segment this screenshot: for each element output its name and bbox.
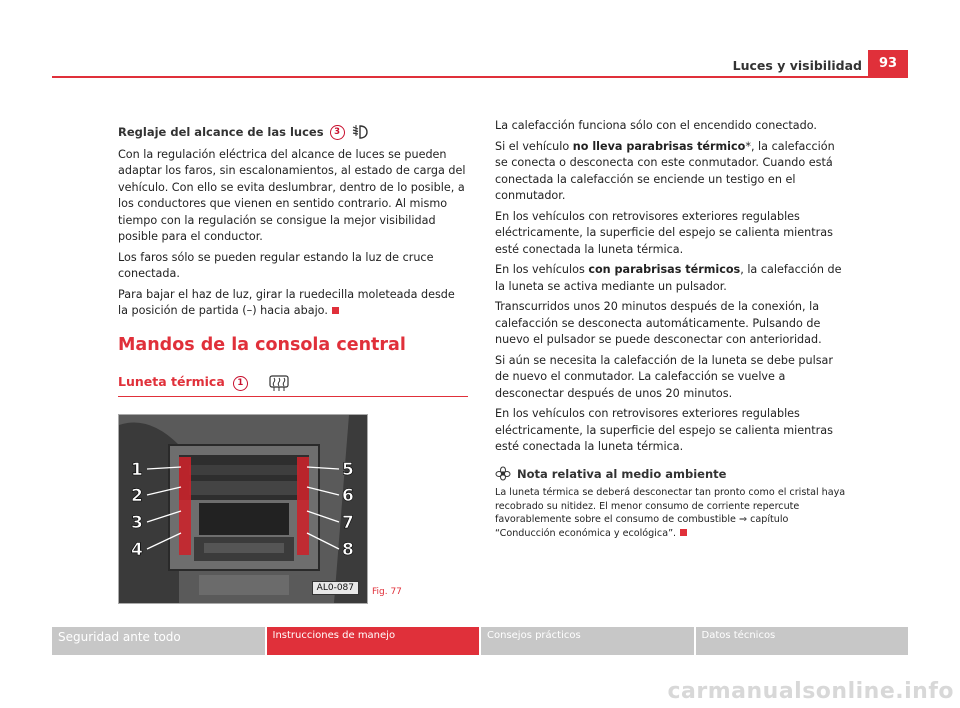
callout-2: 2 [131,486,143,506]
paragraph: Los faros sólo se pueden regular estando la luz de cruce conectada. [118,250,434,280]
text: , la calefacción de la luneta se activa mediante un pulsador. [495,263,842,293]
left-column [118,124,468,324]
header-rule [52,76,908,78]
environment-note-body [495,486,850,540]
paragraph [118,287,468,320]
headlight-range-icon [351,124,369,140]
rear-window-heater-title: Luneta térmica [118,374,225,389]
footer-tab-safety[interactable]: Seguridad ante todo [52,627,265,655]
headlight-range-heading [118,124,468,141]
bold-term: con parabrisas térmicos [588,263,741,276]
figure-code: AL0-087 [312,581,359,595]
callout-labels [119,415,367,603]
paragraph-text: Para bajar el haz de luz, girar la ruedecilla moleteada desde la posición de partida (–) hacia abajo. [118,287,455,317]
footer-tab-technical-data[interactable]: Datos técnicos [696,627,909,655]
figure-caption: Fig. 77 [372,587,402,597]
paragraph: Con la regulación eléctrica del alcance de luces se pueden adaptar los faros, sin escalonamientos, al estado de carga del vehículo. Con ello se evita deslumbrar, dentro de lo posible, a los conductores que vienen en sentido contrario. Al mismo tiempo con la regulación se consigue la mejor visibilidad posible para el conductor. [118,147,466,243]
paragraph [495,139,850,205]
paragraph: En los vehículos con retrovisores exteriores regulables eléctricamente, la superficie del espejo se calienta mientras esté conectada la luneta térmica. [495,209,833,256]
callout-1: 1 [131,460,143,480]
rear-window-heater-heading [118,374,468,397]
headlight-range-title: Reglaje del alcance de las luces [118,125,324,139]
footer-tab-operation[interactable]: Instrucciones de manejo [267,627,480,655]
paragraph: Transcurridos unos 20 minutos después de la conexión, la calefacción se desconecta automáticamente. Pulsando de nuevo el pulsador se puede desconectar con anterioridad. [495,300,822,346]
paragraph: La calefacción funciona sólo con el encendido conectado. [495,119,817,132]
page-number: 93 [868,50,908,78]
watermark: carmanualsonline.info [667,679,954,704]
ref-number-1: 1 [233,376,248,391]
right-column [495,118,850,540]
paragraph: En los vehículos con retrovisores exteriores regulables eléctricamente, la superficie del espejo se calienta mientras esté conectada la luneta térmica. [495,407,833,453]
callout-7: 7 [342,513,354,533]
paragraph [495,262,850,295]
callout-3: 3 [131,513,143,533]
text: *, la calefacción se conecta o desconecta con este conmutador. Cuando está conectada la calefacción se enciende un testigo en el conmutador. [495,139,835,202]
header-title: Luces y visibilidad [732,58,862,73]
rear-window-heater-icon [268,374,290,392]
end-mark [332,307,339,314]
text: Si el vehículo [495,139,573,153]
end-mark [680,529,687,536]
callout-4: 4 [131,540,143,560]
footer-tabs [52,627,908,655]
callout-5: 5 [342,460,354,480]
footer-tab-tips[interactable]: Consejos prácticos [481,627,694,655]
ref-number-3: 3 [330,125,345,140]
callout-6: 6 [342,486,354,506]
environment-note-heading [495,466,850,483]
console-figure [118,414,368,604]
paragraph: Si aún se necesita la calefacción de la luneta se debe pulsar de nuevo el conmutador. La calefacción se vuelve a desconectar después de unos 20 minutos. [495,353,833,400]
callout-8: 8 [342,540,354,560]
environment-note-title: Nota relativa al medio ambiente [517,466,727,481]
flower-icon [495,466,511,482]
section-title: Mandos de la consola central [118,335,406,355]
text: En los vehículos [495,263,589,276]
note-text: La luneta térmica se deberá desconectar tan pronto como el cristal haya recobrado su nitidez. El menor consumo de corriente repercute favorablemente sobre el consumo de combustible ⇒ capítulo “Conducción económica y ecológica”. [495,487,846,539]
bold-term: no lleva parabrisas térmico [572,139,746,153]
